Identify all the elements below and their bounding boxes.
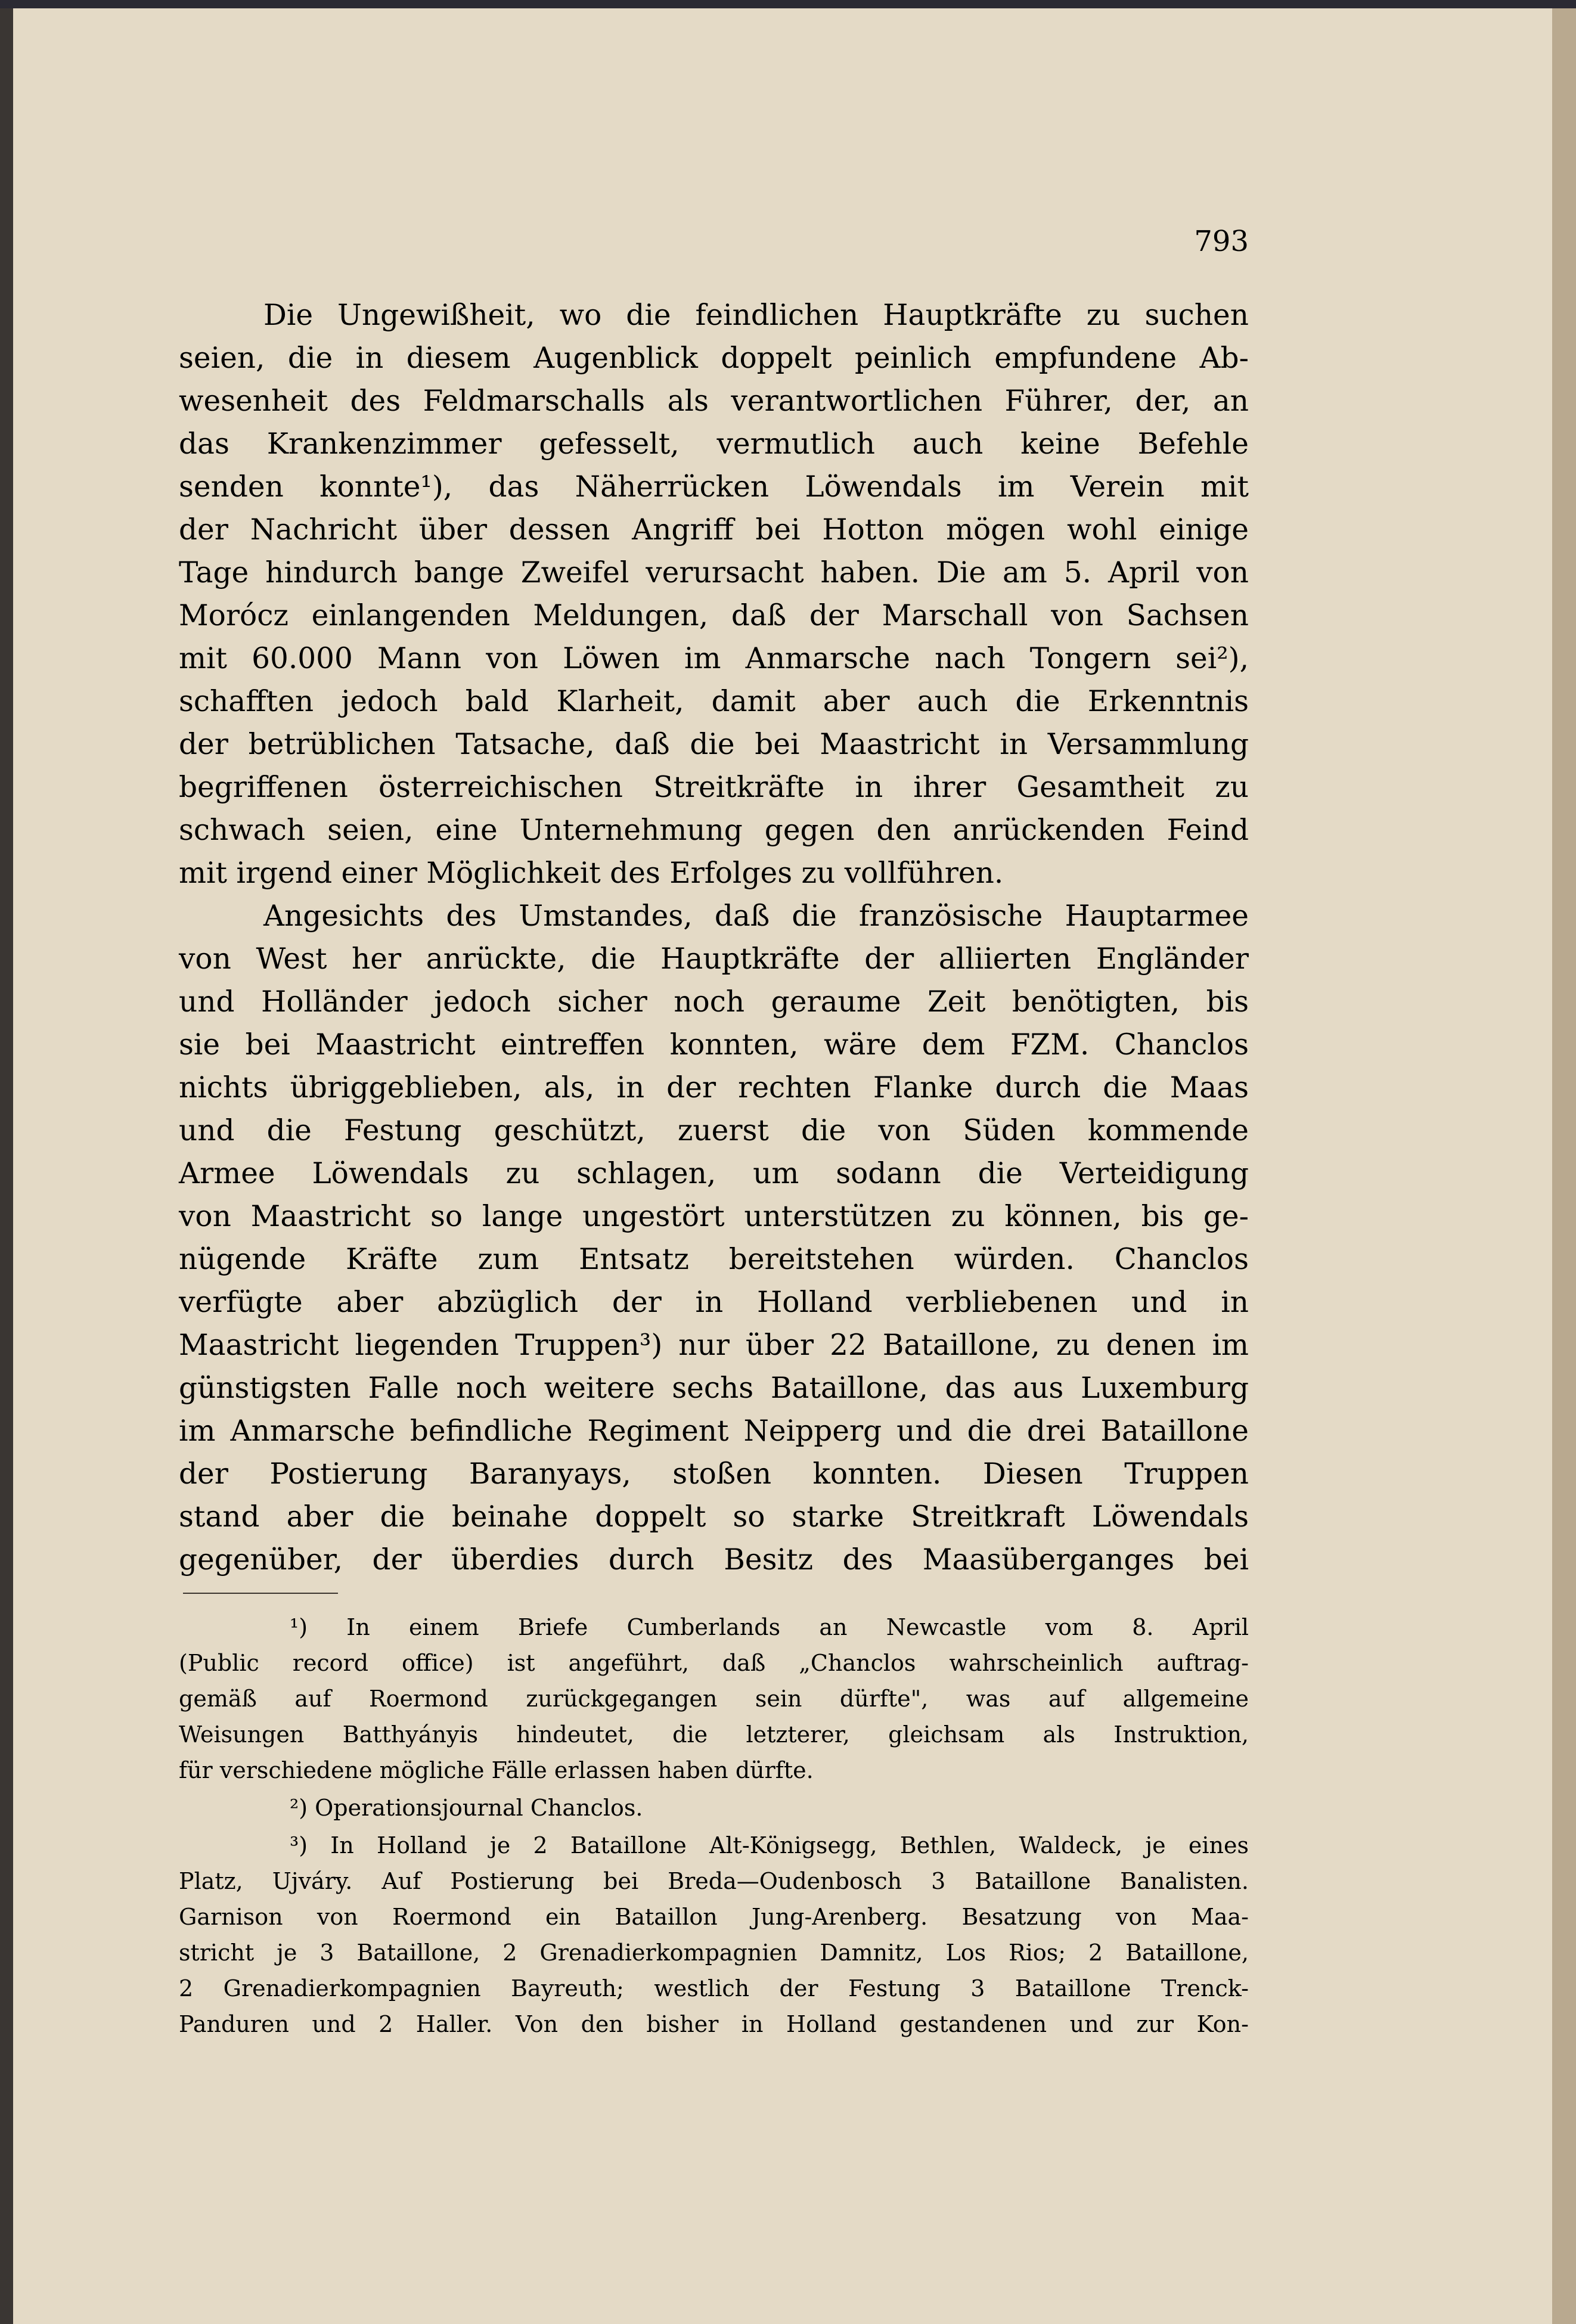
body-line: gegenüber, der überdies durch Besitz des Maasüberganges bei xyxy=(179,1543,1249,1577)
body-line: schwach seien, eine Unternehmung gegen den anrückenden Feind xyxy=(179,814,1249,847)
footnote-line: Weisungen Batthyányis hindeutet, die letzterer, gleichsam als Instruktion, xyxy=(179,1721,1249,1748)
footnote-line: (Public record office) ist angeführt, daß „Chanclos wahrscheinlich auftrag- xyxy=(179,1650,1249,1676)
body-line: Angesichts des Umstandes, daß die französische Hauptarmee xyxy=(263,899,1249,933)
footnote-line: ¹) In einem Briefe Cumberlands an Newcastle vom 8. April xyxy=(290,1614,1249,1640)
body-line: mit 60.000 Mann von Löwen im Anmarsche nach Tongern sei²), xyxy=(179,642,1249,675)
footnote-line: 2 Grenadierkompagnien Bayreuth; westlich der Festung 3 Bataillone Trenck- xyxy=(179,1975,1249,2002)
body-line: Die Ungewißheit, wo die feindlichen Hauptkräfte zu suchen xyxy=(263,299,1249,332)
footnote-line: ²) Operationsjournal Chanclos. xyxy=(290,1795,643,1821)
body-line: seien, die in diesem Augenblick doppelt peinlich empfundene Ab- xyxy=(179,342,1249,375)
body-line: und Holländer jedoch sicher noch geraume Zeit benötigten, bis xyxy=(179,985,1249,1019)
body-line: senden konnte¹), das Näherrücken Löwendals im Verein mit xyxy=(179,470,1249,504)
body-line: Armee Löwendals zu schlagen, um sodann die Verteidigung xyxy=(179,1157,1249,1190)
footnote-line: stricht je 3 Bataillone, 2 Grenadierkompagnien Damnitz, Los Rios; 2 Bataillone, xyxy=(179,1940,1249,1966)
body-line: der Postierung Baranyays, stoßen konnten. Diesen Truppen xyxy=(179,1457,1249,1491)
body-line: begriffenen österreichischen Streitkräfte in ihrer Gesamtheit zu xyxy=(179,771,1249,804)
footnote-line: ³) In Holland je 2 Bataillone Alt-Königsegg, Bethlen, Waldeck, je eines xyxy=(290,1832,1249,1858)
footnote-line: Platz, Ujváry. Auf Postierung bei Breda—Oudenbosch 3 Bataillone Banalisten. xyxy=(179,1868,1249,1894)
footnote-line: gemäß auf Roermond zurückgegangen sein dürfte", was auf allgemeine xyxy=(179,1686,1249,1712)
body-line: und die Festung geschützt, zuerst die von Süden kommende xyxy=(179,1114,1249,1147)
body-line: verfügte aber abzüglich der in Holland verbliebenen und in xyxy=(179,1286,1249,1319)
body-line: Maastricht liegenden Truppen³) nur über 22 Bataillone, zu denen im xyxy=(179,1329,1249,1362)
body-line: das Krankenzimmer gefesselt, vermutlich auch keine Befehle xyxy=(179,427,1249,461)
footnote-separator xyxy=(183,1593,338,1594)
body-line: nügende Kräfte zum Entsatz bereitstehen würden. Chanclos xyxy=(179,1243,1249,1276)
body-line: schafften jedoch bald Klarheit, damit aber auch die Erkenntnis xyxy=(179,685,1249,718)
body-line: der betrüblichen Tatsache, daß die bei Maastricht in Versammlung xyxy=(179,728,1249,761)
body-line: mit irgend einer Möglichkeit des Erfolges zu vollführen. xyxy=(179,857,1004,890)
body-line: im Anmarsche befindliche Regiment Neipperg und die drei Bataillone xyxy=(179,1414,1249,1448)
footnote-line: Garnison von Roermond ein Bataillon Jung-Arenberg. Besatzung von Maa- xyxy=(179,1904,1249,1930)
body-line: von West her anrückte, die Hauptkräfte der alliierten Engländer xyxy=(179,942,1249,976)
body-line: wesenheit des Feldmarschalls als verantwortlichen Führer, der, an xyxy=(179,384,1249,418)
body-line: Morócz einlangenden Meldungen, daß der Marschall von Sachsen xyxy=(179,599,1249,632)
body-line: günstigsten Falle noch weitere sechs Bataillone, das aus Luxemburg xyxy=(179,1372,1249,1405)
footnote-line: Panduren und 2 Haller. Von den bisher in Holland gestandenen und zur Kon- xyxy=(179,2011,1249,2037)
body-line: stand aber die beinahe doppelt so starke Streitkraft Löwendals xyxy=(179,1500,1249,1534)
body-line: von Maastricht so lange ungestört unterstützen zu können, bis ge- xyxy=(179,1200,1249,1233)
page-edge xyxy=(1552,8,1576,2324)
body-line: nichts übriggeblieben, als, in der rechten Flanke durch die Maas xyxy=(179,1071,1249,1104)
body-line: der Nachricht über dessen Angriff bei Hotton mögen wohl einige xyxy=(179,513,1249,547)
footnote-line: für verschiedene mögliche Fälle erlassen haben dürfte. xyxy=(179,1757,814,1783)
body-line: sie bei Maastricht eintreffen konnten, wäre dem FZM. Chanclos xyxy=(179,1028,1249,1062)
body-line: Tage hindurch bange Zweifel verursacht haben. Die am 5. April von xyxy=(179,556,1249,589)
book-top-edge xyxy=(0,0,1576,8)
page-number: 793 xyxy=(1194,225,1249,258)
